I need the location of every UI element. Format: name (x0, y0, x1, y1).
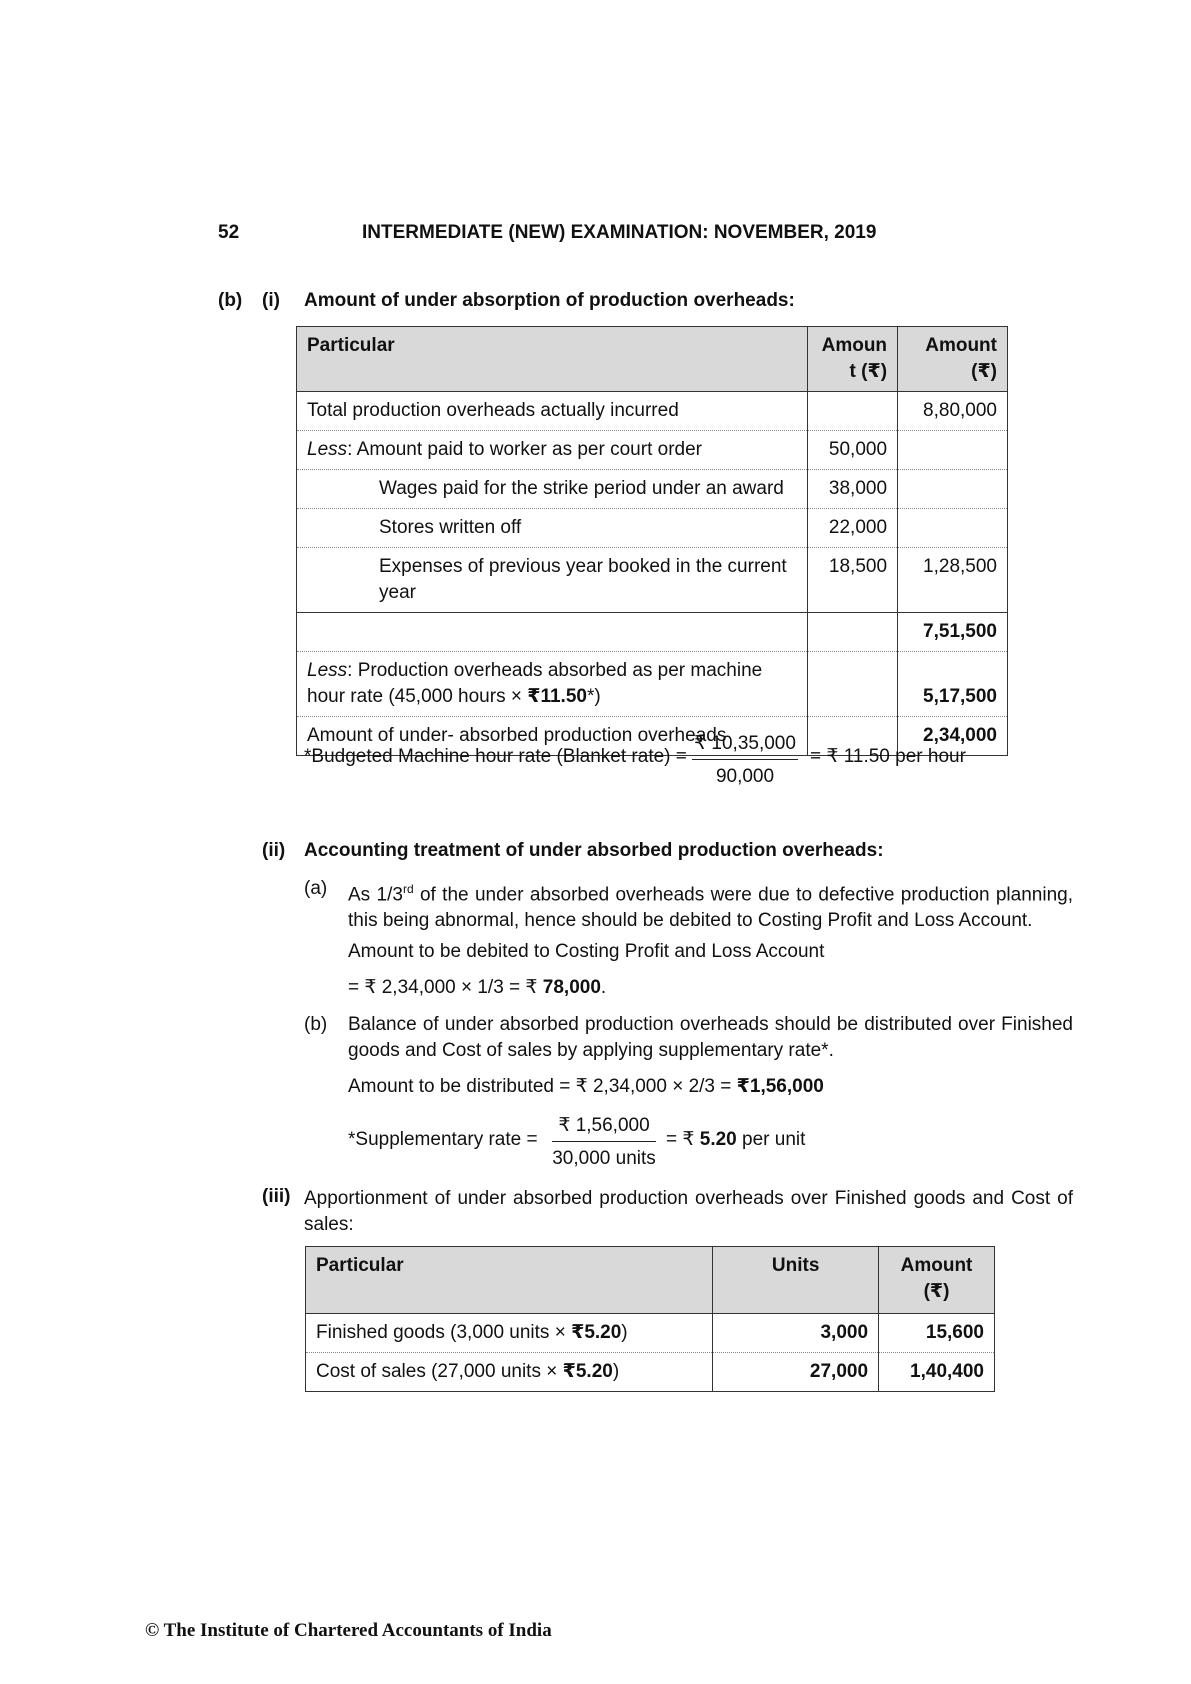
item-a-text (348, 876, 1073, 934)
fraction-numerator: ₹ 10,35,000 (692, 732, 798, 760)
cell-particular (297, 652, 808, 717)
cell-amount: 15,600 (879, 1314, 995, 1353)
result-value: 5.20 (699, 1129, 737, 1150)
rate-value: ₹11.50 (527, 686, 587, 707)
table-header-row (306, 1247, 995, 1314)
item-a-text-post: of the under absorbed overheads were due to defective production planning, this being abnormal, hence should be debited to Costing Profit and Loss Account. (348, 884, 1073, 932)
item-a-label: (a) (304, 878, 328, 899)
section-label-ii: (ii) (262, 840, 286, 861)
heading-apportionment: Apportionment of under absorbed production overheads over Finished goods and Cost of sales: (304, 1188, 1073, 1235)
calc-text: Amount to be distributed = ₹ 2,34,000 × 2/3 = (348, 1076, 737, 1097)
table-row (297, 613, 1008, 652)
cell-amount-1 (808, 652, 898, 717)
cell-amount-2 (898, 431, 1008, 470)
fraction-denominator: 30,000 units (552, 1148, 656, 1169)
cell-particular (297, 613, 808, 652)
table-row (297, 392, 1008, 431)
cell-amount-2 (898, 509, 1008, 548)
budget-rate-label: *Budgeted Machine hour rate (Blanket rate) = (304, 746, 687, 767)
cell-amount-1 (808, 392, 898, 431)
table-row (297, 509, 1008, 548)
cell-particular (297, 431, 808, 470)
less-label: Less (307, 439, 348, 460)
budget-rate-fraction (692, 732, 798, 788)
page-title: INTERMEDIATE (NEW) EXAMINATION: NOVEMBER, 2019 (362, 222, 877, 243)
cell-amount-2: 5,17,500 (898, 652, 1008, 717)
result-pre: = ₹ (666, 1129, 700, 1150)
cell-particular: Amount of under- absorbed production overheads (297, 717, 808, 756)
particular-suffix: *) (586, 686, 601, 707)
table-row (297, 652, 1008, 717)
col-header-amount-1: Amoun t (₹) (808, 327, 898, 392)
heading-accounting-treatment: Accounting treatment of under absorbed production overheads: (304, 840, 884, 861)
particular-text: Cost of sales (27,000 units × (316, 1361, 563, 1382)
supp-rate-fraction (552, 1114, 656, 1170)
particular-suffix: ) (612, 1361, 620, 1382)
particular-text: Finished goods (3,000 units × (316, 1322, 572, 1343)
supp-rate-result (666, 1127, 805, 1153)
cell-amount-2: 1,28,500 (898, 548, 1008, 613)
section-label-b: (b) (218, 290, 243, 311)
cell-amount-2: 2,34,000 (898, 717, 1008, 756)
calc-result: 78,000 (542, 977, 601, 998)
footer-copyright: © The Institute of Chartered Accountants of India (145, 1620, 552, 1641)
less-label: Less (307, 660, 348, 681)
cell-amount-1: 38,000 (808, 470, 898, 509)
item-a-calculation (348, 975, 606, 1001)
table-row (297, 548, 1008, 613)
table-row (306, 1314, 995, 1353)
result-post: per unit (736, 1129, 806, 1150)
table-row (306, 1353, 995, 1392)
cell-units: 27,000 (713, 1353, 879, 1392)
col-header-amount: Amount (₹) (879, 1247, 995, 1314)
particular-text: : Production overheads absorbed as per machine hour rate (45,000 hours × (307, 660, 763, 707)
cell-amount-2: 8,80,000 (898, 392, 1008, 431)
table-header-row (297, 327, 1008, 392)
cell-amount-1: 18,500 (808, 548, 898, 613)
item-b-text: Balance of under absorbed production overheads should be distributed over Finished goods and Cost of sales by applying supplementary rate*. (348, 1014, 1073, 1061)
apportionment-table (305, 1246, 995, 1392)
col-header-units: Units (713, 1247, 879, 1314)
table-row (297, 470, 1008, 509)
cell-amount-1 (808, 613, 898, 652)
rate-value: ₹5.20 (562, 1361, 613, 1382)
particular-suffix: ) (621, 1322, 628, 1343)
item-a-text-pre: As 1/3 (348, 884, 403, 906)
cell-particular: Expenses of previous year booked in the current year (297, 548, 808, 613)
cell-particular: Stores written off (297, 509, 808, 548)
under-absorption-table (296, 326, 1008, 756)
cell-amount: 1,40,400 (879, 1353, 995, 1392)
cell-amount-2: 7,51,500 (898, 613, 1008, 652)
item-b-label: (b) (304, 1014, 328, 1035)
particular-text: : Amount paid to worker as per court order (347, 439, 702, 460)
cell-particular: Wages paid for the strike period under an award (297, 470, 808, 509)
section-label-iii: (iii) (262, 1186, 291, 1207)
cell-amount-2 (898, 470, 1008, 509)
page-number: 52 (218, 222, 240, 243)
col-header-amount-2: Amount (₹) (898, 327, 1008, 392)
fraction-numerator: ₹ 1,56,000 (552, 1114, 656, 1142)
item-b-calculation (348, 1074, 824, 1100)
table-row (297, 431, 1008, 470)
cell-particular: Total production overheads actually incurred (297, 392, 808, 431)
item-a-line2: Amount to be debited to Costing Profit and Loss Account (348, 941, 825, 962)
cell-amount-1: 22,000 (808, 509, 898, 548)
supp-rate-label: *Supplementary rate = (348, 1129, 538, 1150)
rate-value: ₹5.20 (571, 1322, 622, 1343)
calc-text: = ₹ 2,34,000 × 1/3 = ₹ (348, 977, 543, 998)
col-header-particular: Particular (306, 1247, 713, 1314)
budget-rate-result: = ₹ 11.50 per hour (810, 746, 966, 767)
calc-end: . (600, 977, 607, 998)
item-a-superscript: rd (402, 882, 414, 896)
cell-amount-1: 50,000 (808, 431, 898, 470)
cell-particular (306, 1353, 713, 1392)
fraction-denominator: 90,000 (715, 766, 775, 787)
col-header-particular: Particular (297, 327, 808, 392)
calc-result: ₹1,56,000 (736, 1076, 824, 1097)
cell-units: 3,000 (713, 1314, 879, 1353)
heading-under-absorption: Amount of under absorption of production overheads: (304, 290, 795, 311)
cell-particular (306, 1314, 713, 1353)
section-label-i: (i) (262, 290, 280, 311)
